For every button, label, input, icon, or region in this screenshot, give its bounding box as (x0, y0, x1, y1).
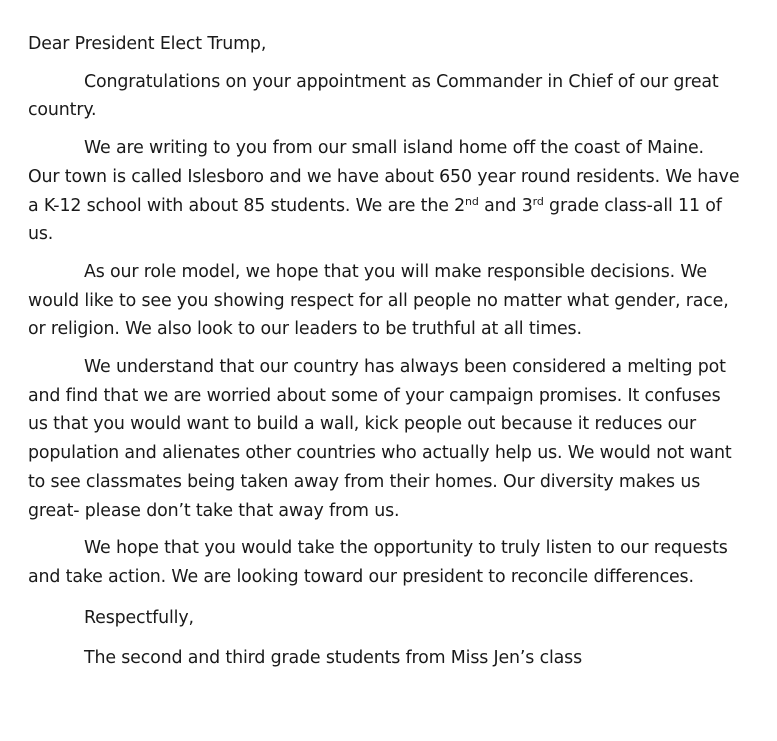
paragraph-role-model: As our role model, we hope that you will make responsible decisions. We would like to see you showing respect for all people no matter what gender, race, or religion. We also look to our leaders to be truthful at all times. (28, 261, 729, 340)
intro-text-2: and 3 (478, 195, 533, 216)
ordinal-suffix-rd: rd (532, 194, 544, 208)
paragraph-request: We hope that you would take the opportunity to truly listen to our requests and take action. We are looking toward our president to reconcile differences. (28, 538, 728, 587)
ordinal-suffix-nd: nd (465, 194, 479, 208)
intro-text-1: We are writing to you from our small island home off the coast of Maine. Our town is called Islesboro and we have about 650 year round residents. We have a K-12 school with about 85 students. We are the 2 (28, 138, 740, 216)
paragraph-introduction (28, 134, 740, 249)
intro-text-3: grade class-all 11 of us. (28, 195, 722, 245)
paragraph-concerns: We understand that our country has always been considered a melting pot and find that we are worried about some of your campaign promises. It confuses us that you would want to build a wall, kick people out because it reduces our population and alienates other countries who actually help us. We would not want to see classmates being taken away from their homes. Our diversity makes us great- please don’t take that away from us. (28, 357, 732, 521)
paragraph-congratulations: Congratulations on your appointment as Commander in Chief of our great country. (28, 71, 719, 121)
letter-body (28, 30, 740, 673)
salutation: Dear President Elect Trump, (28, 34, 267, 54)
signature: The second and third grade students from Miss Jen’s class (84, 648, 583, 669)
closing: Respectfully, (84, 607, 194, 628)
